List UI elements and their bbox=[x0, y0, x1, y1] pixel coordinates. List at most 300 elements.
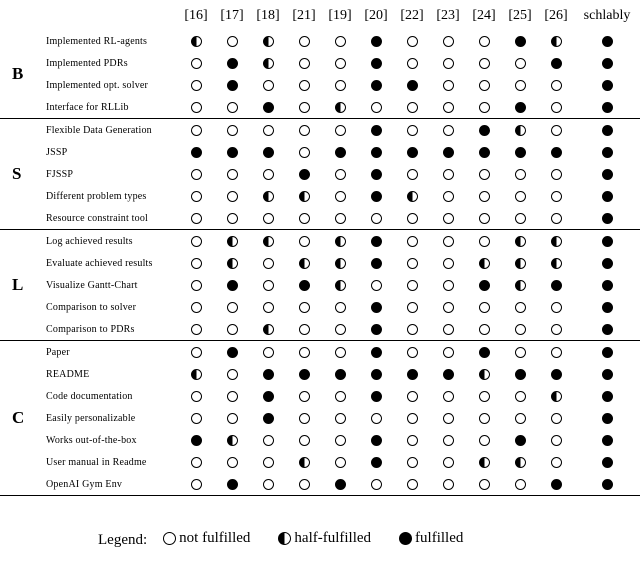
not-fulfilled-icon bbox=[551, 324, 562, 335]
half-fulfilled-icon bbox=[515, 236, 526, 247]
not-fulfilled-icon bbox=[443, 213, 454, 224]
table-row bbox=[0, 230, 640, 252]
legend-item-empty bbox=[163, 530, 250, 547]
legend-item-full bbox=[399, 530, 463, 547]
not-fulfilled-icon bbox=[371, 102, 382, 113]
not-fulfilled-icon bbox=[407, 457, 418, 468]
row-label: Evaluate achieved results bbox=[46, 257, 153, 269]
not-fulfilled-icon bbox=[371, 479, 382, 490]
fulfilled-icon bbox=[263, 147, 274, 158]
table-row bbox=[0, 451, 640, 473]
not-fulfilled-icon bbox=[227, 302, 238, 313]
not-fulfilled-icon bbox=[551, 347, 562, 358]
fulfilled-icon bbox=[227, 58, 238, 69]
not-fulfilled-icon bbox=[335, 191, 346, 202]
table-row bbox=[0, 318, 640, 340]
half-fulfilled-icon bbox=[335, 102, 346, 113]
fulfilled-icon bbox=[515, 102, 526, 113]
not-fulfilled-icon bbox=[515, 213, 526, 224]
not-fulfilled-icon bbox=[515, 58, 526, 69]
not-fulfilled-icon bbox=[515, 324, 526, 335]
not-fulfilled-icon bbox=[443, 457, 454, 468]
not-fulfilled-icon bbox=[551, 457, 562, 468]
fulfilled-icon bbox=[551, 147, 562, 158]
not-fulfilled-icon bbox=[163, 532, 176, 545]
fulfilled-icon bbox=[227, 347, 238, 358]
fulfilled-icon bbox=[407, 147, 418, 158]
row-label: Resource constraint tool bbox=[46, 212, 148, 224]
half-fulfilled-icon bbox=[407, 191, 418, 202]
table-row bbox=[0, 341, 640, 363]
not-fulfilled-icon bbox=[191, 479, 202, 490]
not-fulfilled-icon bbox=[407, 435, 418, 446]
not-fulfilled-icon bbox=[263, 258, 274, 269]
not-fulfilled-icon bbox=[263, 213, 274, 224]
column-header-17: [17] bbox=[220, 8, 244, 23]
not-fulfilled-icon bbox=[515, 479, 526, 490]
legend-title: Legend: bbox=[98, 531, 148, 548]
fulfilled-icon bbox=[551, 479, 562, 490]
not-fulfilled-icon bbox=[551, 169, 562, 180]
fulfilled-icon bbox=[551, 369, 562, 380]
fulfilled-icon bbox=[299, 169, 310, 180]
fulfilled-icon bbox=[227, 280, 238, 291]
not-fulfilled-icon bbox=[443, 102, 454, 113]
fulfilled-icon bbox=[602, 479, 613, 490]
not-fulfilled-icon bbox=[299, 213, 310, 224]
not-fulfilled-icon bbox=[407, 413, 418, 424]
not-fulfilled-icon bbox=[191, 302, 202, 313]
fulfilled-icon bbox=[602, 413, 613, 424]
half-fulfilled-icon bbox=[299, 258, 310, 269]
table-row bbox=[0, 74, 640, 96]
column-header-24: [24] bbox=[472, 8, 496, 23]
table-row bbox=[0, 163, 640, 185]
not-fulfilled-icon bbox=[443, 413, 454, 424]
half-fulfilled-icon bbox=[551, 258, 562, 269]
not-fulfilled-icon bbox=[263, 280, 274, 291]
fulfilled-icon bbox=[371, 391, 382, 402]
not-fulfilled-icon bbox=[371, 413, 382, 424]
half-fulfilled-icon bbox=[551, 36, 562, 47]
row-label: Works out-of-the-box bbox=[46, 434, 137, 446]
not-fulfilled-icon bbox=[335, 324, 346, 335]
not-fulfilled-icon bbox=[335, 302, 346, 313]
fulfilled-icon bbox=[602, 457, 613, 468]
fulfilled-icon bbox=[191, 147, 202, 158]
row-label: OpenAI Gym Env bbox=[46, 478, 123, 490]
comparison-table-body bbox=[0, 30, 640, 496]
legend-items bbox=[163, 530, 491, 550]
column-header-schlably: schlably bbox=[583, 8, 631, 23]
half-fulfilled-icon bbox=[299, 457, 310, 468]
table-row bbox=[0, 296, 640, 318]
not-fulfilled-icon bbox=[479, 58, 490, 69]
not-fulfilled-icon bbox=[299, 435, 310, 446]
half-fulfilled-icon bbox=[227, 236, 238, 247]
row-label: Paper bbox=[46, 346, 70, 358]
not-fulfilled-icon bbox=[407, 125, 418, 136]
not-fulfilled-icon bbox=[263, 169, 274, 180]
not-fulfilled-icon bbox=[443, 80, 454, 91]
fulfilled-icon bbox=[602, 435, 613, 446]
half-fulfilled-icon bbox=[227, 258, 238, 269]
fulfilled-icon bbox=[551, 58, 562, 69]
row-label: Flexible Data Generation bbox=[46, 124, 152, 136]
fulfilled-icon bbox=[371, 302, 382, 313]
column-header-26: [26] bbox=[544, 8, 568, 23]
fulfilled-icon bbox=[479, 125, 490, 136]
not-fulfilled-icon bbox=[551, 191, 562, 202]
fulfilled-icon bbox=[263, 391, 274, 402]
fulfilled-icon bbox=[515, 369, 526, 380]
group-S bbox=[0, 119, 640, 230]
fulfilled-icon bbox=[602, 58, 613, 69]
not-fulfilled-icon bbox=[479, 413, 490, 424]
not-fulfilled-icon bbox=[515, 391, 526, 402]
half-fulfilled-icon bbox=[278, 532, 291, 545]
half-fulfilled-icon bbox=[263, 58, 274, 69]
not-fulfilled-icon bbox=[191, 191, 202, 202]
not-fulfilled-icon bbox=[335, 213, 346, 224]
not-fulfilled-icon bbox=[479, 435, 490, 446]
fulfilled-icon bbox=[371, 435, 382, 446]
legend bbox=[0, 530, 640, 550]
column-header-21: [21] bbox=[292, 8, 316, 23]
not-fulfilled-icon bbox=[443, 236, 454, 247]
not-fulfilled-icon bbox=[299, 391, 310, 402]
row-label: Comparison to solver bbox=[46, 301, 137, 313]
not-fulfilled-icon bbox=[191, 280, 202, 291]
half-fulfilled-icon bbox=[515, 457, 526, 468]
not-fulfilled-icon bbox=[335, 169, 346, 180]
half-fulfilled-icon bbox=[551, 391, 562, 402]
not-fulfilled-icon bbox=[407, 391, 418, 402]
not-fulfilled-icon bbox=[407, 58, 418, 69]
fulfilled-icon bbox=[602, 369, 613, 380]
fulfilled-icon bbox=[602, 36, 613, 47]
not-fulfilled-icon bbox=[551, 213, 562, 224]
not-fulfilled-icon bbox=[479, 479, 490, 490]
not-fulfilled-icon bbox=[407, 479, 418, 490]
fulfilled-icon bbox=[399, 532, 412, 545]
not-fulfilled-icon bbox=[227, 391, 238, 402]
half-fulfilled-icon bbox=[191, 36, 202, 47]
not-fulfilled-icon bbox=[335, 391, 346, 402]
not-fulfilled-icon bbox=[227, 413, 238, 424]
not-fulfilled-icon bbox=[191, 258, 202, 269]
not-fulfilled-icon bbox=[335, 80, 346, 91]
not-fulfilled-icon bbox=[551, 435, 562, 446]
not-fulfilled-icon bbox=[191, 125, 202, 136]
not-fulfilled-icon bbox=[227, 36, 238, 47]
not-fulfilled-icon bbox=[479, 36, 490, 47]
not-fulfilled-icon bbox=[551, 125, 562, 136]
not-fulfilled-icon bbox=[227, 102, 238, 113]
fulfilled-icon bbox=[227, 80, 238, 91]
fulfilled-icon bbox=[371, 236, 382, 247]
fulfilled-icon bbox=[602, 102, 613, 113]
not-fulfilled-icon bbox=[299, 302, 310, 313]
not-fulfilled-icon bbox=[515, 347, 526, 358]
fulfilled-icon bbox=[602, 191, 613, 202]
not-fulfilled-icon bbox=[371, 213, 382, 224]
not-fulfilled-icon bbox=[443, 280, 454, 291]
table-row bbox=[0, 52, 640, 74]
fulfilled-icon bbox=[371, 258, 382, 269]
not-fulfilled-icon bbox=[263, 457, 274, 468]
not-fulfilled-icon bbox=[407, 347, 418, 358]
fulfilled-icon bbox=[227, 479, 238, 490]
not-fulfilled-icon bbox=[263, 125, 274, 136]
not-fulfilled-icon bbox=[191, 347, 202, 358]
row-label: Different problem types bbox=[46, 190, 147, 202]
not-fulfilled-icon bbox=[299, 347, 310, 358]
not-fulfilled-icon bbox=[479, 213, 490, 224]
not-fulfilled-icon bbox=[479, 236, 490, 247]
fulfilled-icon bbox=[299, 369, 310, 380]
row-label: FJSSP bbox=[46, 168, 74, 180]
fulfilled-icon bbox=[602, 147, 613, 158]
not-fulfilled-icon bbox=[227, 324, 238, 335]
not-fulfilled-icon bbox=[335, 457, 346, 468]
not-fulfilled-icon bbox=[407, 280, 418, 291]
not-fulfilled-icon bbox=[443, 36, 454, 47]
half-fulfilled-icon bbox=[335, 236, 346, 247]
table-row bbox=[0, 141, 640, 163]
table-row bbox=[0, 185, 640, 207]
not-fulfilled-icon bbox=[443, 347, 454, 358]
not-fulfilled-icon bbox=[227, 125, 238, 136]
not-fulfilled-icon bbox=[479, 391, 490, 402]
half-fulfilled-icon bbox=[299, 191, 310, 202]
fulfilled-icon bbox=[443, 147, 454, 158]
fulfilled-icon bbox=[407, 369, 418, 380]
not-fulfilled-icon bbox=[299, 125, 310, 136]
fulfilled-icon bbox=[371, 191, 382, 202]
half-fulfilled-icon bbox=[335, 258, 346, 269]
not-fulfilled-icon bbox=[515, 191, 526, 202]
not-fulfilled-icon bbox=[443, 391, 454, 402]
fulfilled-icon bbox=[335, 479, 346, 490]
legend-item-label: half-fulfilled bbox=[294, 530, 372, 546]
not-fulfilled-icon bbox=[299, 58, 310, 69]
not-fulfilled-icon bbox=[191, 169, 202, 180]
fulfilled-icon bbox=[299, 280, 310, 291]
group-B bbox=[0, 30, 640, 119]
fulfilled-icon bbox=[371, 169, 382, 180]
not-fulfilled-icon bbox=[515, 80, 526, 91]
fulfilled-icon bbox=[515, 147, 526, 158]
row-label: Easily personalizable bbox=[46, 412, 136, 424]
not-fulfilled-icon bbox=[479, 169, 490, 180]
not-fulfilled-icon bbox=[443, 125, 454, 136]
not-fulfilled-icon bbox=[479, 191, 490, 202]
fulfilled-icon bbox=[551, 280, 562, 291]
group-label: B bbox=[12, 64, 24, 83]
fulfilled-icon bbox=[602, 169, 613, 180]
row-label: Code documentation bbox=[46, 390, 133, 402]
table-row bbox=[0, 252, 640, 274]
column-header-row bbox=[0, 0, 640, 30]
not-fulfilled-icon bbox=[263, 435, 274, 446]
not-fulfilled-icon bbox=[191, 213, 202, 224]
legend-item-half bbox=[278, 530, 371, 547]
fulfilled-icon bbox=[602, 280, 613, 291]
not-fulfilled-icon bbox=[443, 302, 454, 313]
not-fulfilled-icon bbox=[191, 58, 202, 69]
fulfilled-icon bbox=[515, 435, 526, 446]
not-fulfilled-icon bbox=[335, 347, 346, 358]
not-fulfilled-icon bbox=[515, 413, 526, 424]
not-fulfilled-icon bbox=[443, 324, 454, 335]
group-L bbox=[0, 230, 640, 341]
not-fulfilled-icon bbox=[335, 58, 346, 69]
not-fulfilled-icon bbox=[479, 80, 490, 91]
table-row bbox=[0, 274, 640, 296]
half-fulfilled-icon bbox=[479, 258, 490, 269]
not-fulfilled-icon bbox=[551, 302, 562, 313]
group-label: C bbox=[12, 408, 25, 427]
not-fulfilled-icon bbox=[299, 147, 310, 158]
half-fulfilled-icon bbox=[515, 258, 526, 269]
half-fulfilled-icon bbox=[515, 280, 526, 291]
not-fulfilled-icon bbox=[299, 413, 310, 424]
not-fulfilled-icon bbox=[479, 102, 490, 113]
not-fulfilled-icon bbox=[227, 369, 238, 380]
not-fulfilled-icon bbox=[335, 413, 346, 424]
not-fulfilled-icon bbox=[551, 413, 562, 424]
not-fulfilled-icon bbox=[335, 435, 346, 446]
not-fulfilled-icon bbox=[515, 169, 526, 180]
not-fulfilled-icon bbox=[371, 280, 382, 291]
not-fulfilled-icon bbox=[299, 479, 310, 490]
row-label: Visualize Gantt-Chart bbox=[46, 279, 138, 291]
table-row bbox=[0, 119, 640, 141]
fulfilled-icon bbox=[335, 369, 346, 380]
not-fulfilled-icon bbox=[191, 413, 202, 424]
column-header-25: [25] bbox=[508, 8, 532, 23]
half-fulfilled-icon bbox=[191, 369, 202, 380]
table-row bbox=[0, 30, 640, 52]
not-fulfilled-icon bbox=[263, 479, 274, 490]
legend-item-label: not fulfilled bbox=[179, 530, 251, 546]
half-fulfilled-icon bbox=[479, 457, 490, 468]
legend-item-label: fulfilled bbox=[415, 530, 464, 546]
not-fulfilled-icon bbox=[551, 80, 562, 91]
not-fulfilled-icon bbox=[335, 36, 346, 47]
not-fulfilled-icon bbox=[227, 191, 238, 202]
table-row bbox=[0, 363, 640, 385]
not-fulfilled-icon bbox=[191, 102, 202, 113]
not-fulfilled-icon bbox=[191, 457, 202, 468]
row-label: Implemented PDRs bbox=[46, 57, 128, 69]
fulfilled-icon bbox=[191, 435, 202, 446]
fulfilled-icon bbox=[371, 324, 382, 335]
not-fulfilled-icon bbox=[263, 347, 274, 358]
table-row bbox=[0, 429, 640, 451]
fulfilled-icon bbox=[479, 147, 490, 158]
not-fulfilled-icon bbox=[479, 302, 490, 313]
fulfilled-icon bbox=[602, 213, 613, 224]
not-fulfilled-icon bbox=[191, 80, 202, 91]
column-header-19: [19] bbox=[328, 8, 352, 23]
fulfilled-icon bbox=[602, 391, 613, 402]
column-header-22: [22] bbox=[400, 8, 424, 23]
not-fulfilled-icon bbox=[407, 213, 418, 224]
row-label: Implemented opt. solver bbox=[46, 79, 149, 91]
fulfilled-icon bbox=[602, 302, 613, 313]
not-fulfilled-icon bbox=[407, 102, 418, 113]
half-fulfilled-icon bbox=[263, 191, 274, 202]
column-header-23: [23] bbox=[436, 8, 460, 23]
half-fulfilled-icon bbox=[335, 280, 346, 291]
fulfilled-icon bbox=[371, 58, 382, 69]
half-fulfilled-icon bbox=[479, 369, 490, 380]
row-label: README bbox=[46, 368, 90, 380]
table-row bbox=[0, 407, 640, 429]
fulfilled-icon bbox=[371, 369, 382, 380]
fulfilled-icon bbox=[443, 369, 454, 380]
half-fulfilled-icon bbox=[515, 125, 526, 136]
not-fulfilled-icon bbox=[515, 302, 526, 313]
not-fulfilled-icon bbox=[407, 302, 418, 313]
column-header-20: [20] bbox=[364, 8, 388, 23]
group-label: S bbox=[12, 164, 22, 183]
not-fulfilled-icon bbox=[443, 258, 454, 269]
not-fulfilled-icon bbox=[407, 36, 418, 47]
half-fulfilled-icon bbox=[227, 435, 238, 446]
table-row bbox=[0, 473, 640, 495]
not-fulfilled-icon bbox=[191, 391, 202, 402]
column-header-16: [16] bbox=[184, 8, 208, 23]
table-row bbox=[0, 385, 640, 407]
fulfilled-icon bbox=[602, 80, 613, 91]
not-fulfilled-icon bbox=[299, 236, 310, 247]
row-label: Implemented RL-agents bbox=[46, 35, 148, 47]
not-fulfilled-icon bbox=[443, 169, 454, 180]
not-fulfilled-icon bbox=[299, 80, 310, 91]
not-fulfilled-icon bbox=[299, 36, 310, 47]
not-fulfilled-icon bbox=[407, 258, 418, 269]
fulfilled-icon bbox=[515, 36, 526, 47]
not-fulfilled-icon bbox=[299, 324, 310, 335]
group-C bbox=[0, 341, 640, 496]
fulfilled-icon bbox=[263, 102, 274, 113]
fulfilled-icon bbox=[602, 324, 613, 335]
half-fulfilled-icon bbox=[263, 236, 274, 247]
half-fulfilled-icon bbox=[263, 36, 274, 47]
fulfilled-icon bbox=[602, 258, 613, 269]
not-fulfilled-icon bbox=[227, 169, 238, 180]
fulfilled-icon bbox=[371, 347, 382, 358]
fulfilled-icon bbox=[371, 80, 382, 91]
fulfilled-icon bbox=[407, 80, 418, 91]
not-fulfilled-icon bbox=[191, 236, 202, 247]
row-label: Log achieved results bbox=[46, 235, 133, 247]
not-fulfilled-icon bbox=[191, 324, 202, 335]
fulfilled-icon bbox=[479, 347, 490, 358]
fulfilled-icon bbox=[263, 369, 274, 380]
group-label: L bbox=[12, 275, 24, 294]
fulfilled-icon bbox=[479, 280, 490, 291]
not-fulfilled-icon bbox=[443, 191, 454, 202]
not-fulfilled-icon bbox=[479, 324, 490, 335]
row-label: Interface for RLLib bbox=[46, 101, 129, 113]
not-fulfilled-icon bbox=[335, 125, 346, 136]
table-row bbox=[0, 207, 640, 229]
row-label: Comparison to PDRs bbox=[46, 323, 135, 335]
